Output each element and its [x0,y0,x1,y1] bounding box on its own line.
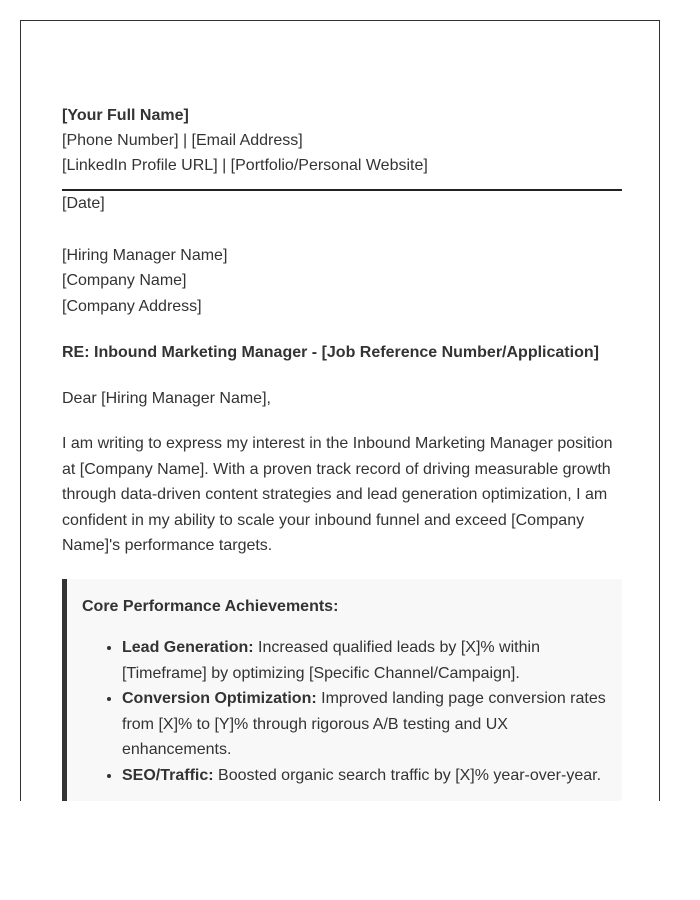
recipient-address: [Company Address] [62,297,202,315]
salutation: Dear [Hiring Manager Name], [62,389,271,407]
achievements-callout [62,579,622,802]
recipient-block [62,243,622,320]
achievement-label: Lead Generation: [122,639,254,656]
letter-content [62,103,622,801]
achievement-text: Increased qualified leads by [X]% within [Timeframe] by optimizing [Specific Channel/Campaign]. [122,639,540,682]
list-item [122,635,607,686]
achievements-title: Core Performance Achievements: [82,597,339,615]
achievements-list [82,635,607,788]
sender-name: [Your Full Name] [62,107,189,124]
achievement-text: Improved landing page conversion rates from [X]% to [Y]% through rigorous A/B testing and UX enhancements. [122,690,606,758]
list-item [122,686,607,763]
letter-page [20,20,660,801]
achievement-text: Boosted organic search traffic by [X]% year-over-year. [213,766,602,784]
recipient-company: [Company Name] [62,272,187,289]
intro-paragraph: I am writing to express my interest in the Inbound Marketing Manager position at [Company Name]. With a proven track record of driving measurable growth through data-driven content strategies and lead generation optimization, I am confident in my ability to scale your inbound funnel and exceed [Company Name]'s performance targets. [62,435,613,554]
list-item [122,763,607,789]
sender-links-line: [LinkedIn Profile URL] | [Portfolio/Personal Website] [62,157,428,174]
achievement-label: Conversion Optimization: [122,690,317,707]
sender-header [62,103,622,191]
letter-date: [Date] [62,195,105,212]
sender-contact-line: [Phone Number] | [Email Address] [62,132,303,149]
achievement-label: SEO/Traffic: [122,766,214,784]
subject-line: RE: Inbound Marketing Manager - [Job Reference Number/Application] [62,344,599,361]
recipient-name: [Hiring Manager Name] [62,246,228,264]
